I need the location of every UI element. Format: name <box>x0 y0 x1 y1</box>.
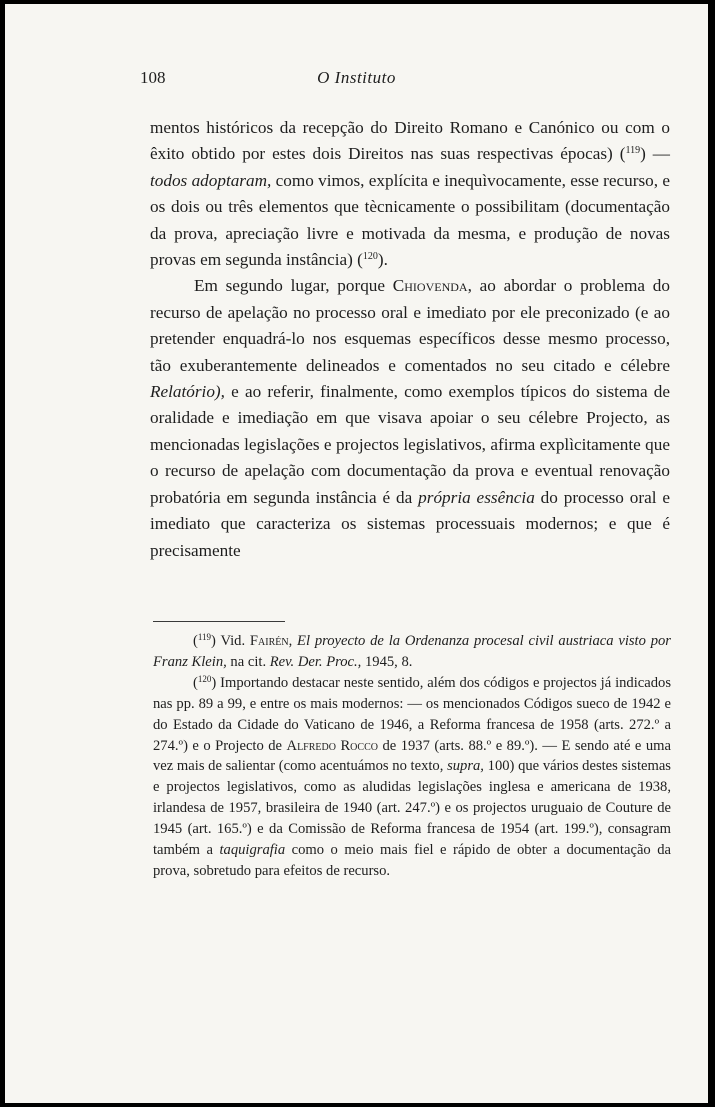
author-name: Alfredo Rocco <box>286 737 378 754</box>
paragraph-1: mentos históricos da recepção do Direito Romano e Canónico ou com o êxito obtido por estes dois Direitos nas suas respectivas épocas) ($^{119}$) — todos adoptaram, como vimos, explícita e inequìvocamente, esse recurso, e os dois ou três elementos que tècnicamente o possibilitam (documentação da prova, apreciação livre e motivada da mesma, e produção de novas provas em segunda instância) ($^{120}$). <box>150 118 670 270</box>
running-title: O Instituto <box>317 68 396 87</box>
paragraph-2: Em segundo lugar, porque Chiovenda, ao abordar o problema do recurso de apelação no processo oral e imediato por ele preconizado (e ao pretender enquadrá-lo nos esquemas específicos desse mesmo processo, tão exuberantemente delineados e comentados no seu citado e célebre Relatório), e ao referir, finalmente, como exemplos típicos do sistema de oralidade e imediação em que visava apoiar o seu célebre Projecto, as mencionadas legislações e projectos legislativos, afirma explìcitamente que o recurso de apelação com documentação da prova e eventual renovação probatória em segunda instância é da própria essência do processo oral e imediato que caracteriza os sistemas processuais modernos; e que é precisamente <box>150 276 670 560</box>
footnote-reference-119: 119 <box>625 145 641 157</box>
author-name: Chiovenda <box>392 276 468 296</box>
footnote-120: ($^{120}$) Importando destacar neste sentido, além dos códigos e projectos já indicados nas pp. 89 a 99, e entre os mais modernos: — os mencionados Códigos sueco de 1942 e do Estado da Cidade do Vaticano de 1946, a Reforma francesa de 1958 (arts. 272.º a 274.º) e o Projecto de Alfredo Rocco de 1937 (arts. 88.º e 89.º). — E sendo até e uma vez mais de salientar (como acentuámos no texto, supra, 100) que vários destes sistemas e projectos legislativos, como as aludidas legislações inglesa e americana de 1938, irlandesa de 1957, brasileira de 1940 (art. 247.º) e os projectos uruguaio de Couture de 1945 (art. 165.º) e da Comissão de Reforma francesa de 1954 (art. 199.º), consagram também a taquigrafia como o meio mais fiel e rápido de obter a documentação da prova, sobretudo para efeitos de recurso. <box>153 673 671 879</box>
footnotes <box>153 631 671 882</box>
footnote-number: 119 <box>197 632 212 642</box>
footnote-number: 120 <box>197 673 212 684</box>
footnote-reference-120: 120 <box>362 251 378 263</box>
body-text <box>150 115 670 564</box>
footnote-divider <box>153 621 285 622</box>
author-name: Fairén <box>249 633 289 649</box>
footnote-119: ($^{119}$) Vid. Fairén, El proyecto de la Ordenanza procesal civil austriaca visto por Franz Klein, na cit. Rev. Der. Proc., 1945, 8. <box>153 632 671 670</box>
page-header <box>140 68 573 92</box>
page-number: 108 <box>140 68 166 87</box>
book-page <box>5 4 708 1103</box>
